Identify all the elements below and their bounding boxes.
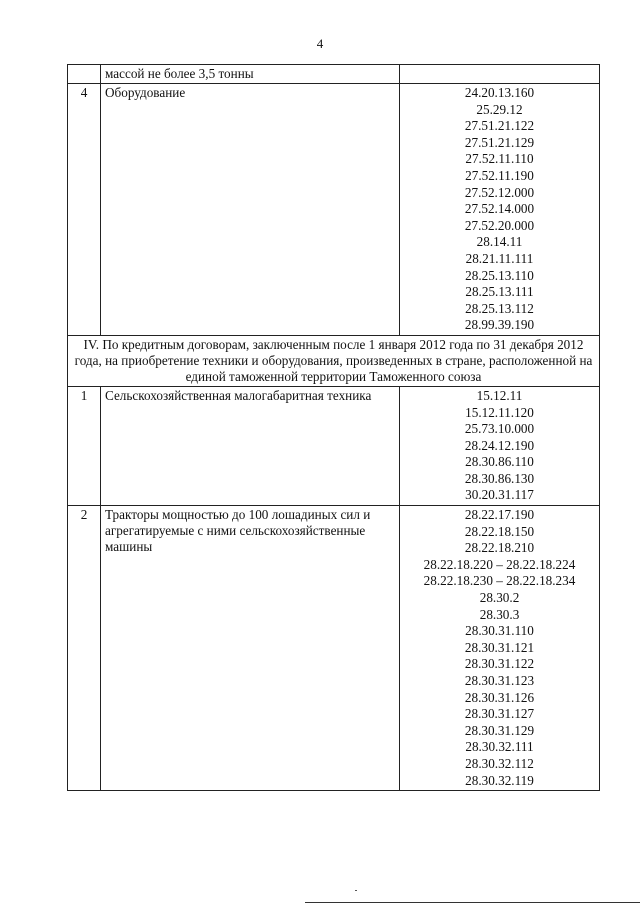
row-codes xyxy=(400,84,600,336)
classifier-code: 28.30.31.122 xyxy=(464,656,535,672)
classifier-code: 28.25.13.111 xyxy=(465,284,534,300)
classifier-code: 28.99.39.190 xyxy=(464,317,535,333)
row-number: 4 xyxy=(68,84,101,336)
classifier-code: 28.22.18.210 xyxy=(464,540,535,556)
section-heading: IV. По кредитным договорам, заключенным после 1 января 2012 года по 31 декабря 2012 года, на приобретение техники и оборудования, произведенных в стране, расположенной на единой таможенной территории Таможенного союза xyxy=(68,335,600,386)
classifier-code: 28.30.32.112 xyxy=(465,755,534,771)
classifier-code: 28.24.12.190 xyxy=(464,437,535,453)
classifier-code: 28.22.17.190 xyxy=(464,507,535,523)
classifier-code: 27.52.11.110 xyxy=(465,151,534,167)
classifier-code: 27.51.21.129 xyxy=(464,134,535,150)
row-codes xyxy=(400,506,600,791)
classifier-code: 24.20.13.160 xyxy=(464,85,535,100)
table-row-section-heading xyxy=(68,335,600,386)
row-name: Сельскохозяйственная малогабаритная техника xyxy=(101,386,400,505)
bottom-rule xyxy=(305,902,640,903)
classifier-code: 28.25.13.110 xyxy=(465,267,534,283)
classifier-code: 28.30.31.129 xyxy=(464,722,535,738)
classifier-code: 28.22.18.150 xyxy=(464,523,535,539)
classifier-code: 28.30.31.123 xyxy=(464,673,535,688)
row-number: 1 xyxy=(68,386,101,505)
table-row-equipment xyxy=(68,84,600,336)
classifier-code: 28.30.86.110 xyxy=(465,454,534,470)
classifier-code: 28.30.32.111 xyxy=(465,739,534,755)
classifier-code: 28.21.11.111 xyxy=(465,250,534,266)
table-row-tractors xyxy=(68,506,600,791)
classifier-code: 28.22.18.230 – 28.22.18.234 xyxy=(423,573,576,589)
classifier-code: 28.30.31.127 xyxy=(464,706,535,722)
table-row-continuation xyxy=(68,65,600,84)
row-number xyxy=(68,65,101,84)
scan-mark xyxy=(355,890,357,891)
classifier-code: 28.30.86.130 xyxy=(464,470,535,486)
classifier-code: 28.30.31.110 xyxy=(465,623,534,639)
table-row-small-machinery xyxy=(68,386,600,505)
classifier-code: 28.30.32.119 xyxy=(465,772,534,788)
classifier-code: 30.20.31.117 xyxy=(465,487,534,503)
classifier-table xyxy=(67,64,600,791)
row-number: 2 xyxy=(68,506,101,791)
classifier-code: 28.30.3 xyxy=(479,606,520,622)
classifier-code: 27.52.11.190 xyxy=(465,167,534,183)
classifier-code: 15.12.11 xyxy=(476,387,523,403)
classifier-code: 27.52.14.000 xyxy=(464,201,535,217)
classifier-code: 28.30.31.121 xyxy=(464,639,535,655)
classifier-code: 27.52.12.000 xyxy=(464,184,535,200)
row-name: Тракторы мощностью до 100 лошадиных сил и агрегатируемые с ними сельскохозяйственные машины xyxy=(101,506,400,791)
row-name: Оборудование xyxy=(101,84,400,336)
classifier-code: 27.51.21.122 xyxy=(464,118,535,134)
classifier-code: 25.29.12 xyxy=(476,101,523,117)
page-number: 4 xyxy=(316,36,324,51)
row-codes xyxy=(400,386,600,505)
classifier-code: 28.30.31.126 xyxy=(464,689,535,705)
classifier-code: 28.30.2 xyxy=(479,590,520,606)
classifier-code: 27.52.20.000 xyxy=(464,217,535,233)
row-codes xyxy=(400,65,600,84)
classifier-code: 28.14.11 xyxy=(476,234,523,250)
classifier-code: 28.22.18.220 – 28.22.18.224 xyxy=(423,556,576,572)
classifier-code: 28.25.13.112 xyxy=(465,300,534,316)
row-name: массой не более 3,5 тонны xyxy=(101,65,400,84)
classifier-code: 15.12.11.120 xyxy=(465,404,534,420)
classifier-code: 25.73.10.000 xyxy=(464,421,535,437)
